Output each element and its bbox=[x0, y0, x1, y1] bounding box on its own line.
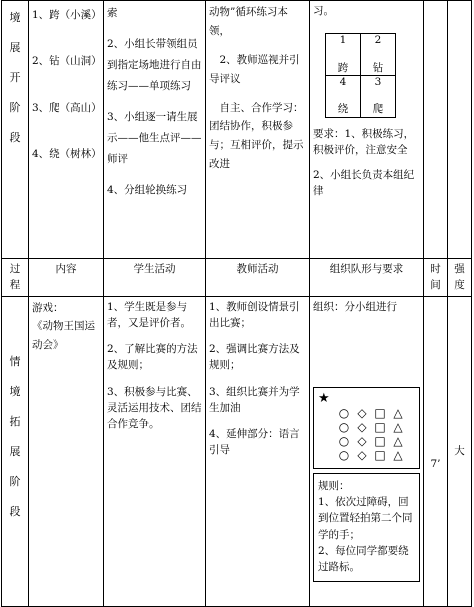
teacher-activity: 3、组织比赛并为学生加油 bbox=[209, 385, 300, 414]
bottom-student-cell bbox=[104, 296, 206, 606]
triangle-icon: △ bbox=[393, 447, 403, 462]
header-intensity: 强度 bbox=[448, 259, 472, 297]
diamond-icon: ◇ bbox=[357, 447, 367, 462]
bottom-intensity-cell bbox=[448, 296, 472, 606]
triangle-icon: △ bbox=[393, 419, 403, 434]
teacher-activity: 自主、合作学习：团结协作，积极参与；互相评价，提示改进 bbox=[209, 101, 304, 171]
header-student: 学生活动 bbox=[104, 259, 206, 297]
stage-char: 境 bbox=[9, 384, 21, 398]
formation-row bbox=[318, 448, 415, 462]
bottom-stage-cell bbox=[2, 296, 29, 606]
top-content-cell bbox=[29, 1, 104, 259]
diamond-icon: ◇ bbox=[357, 405, 367, 420]
top-row bbox=[2, 1, 472, 259]
top-student-cell bbox=[104, 1, 206, 259]
triangle-icon: △ bbox=[393, 405, 403, 420]
header-organization: 组织队形与要求 bbox=[310, 259, 424, 297]
requirement: 2、小组长负责本组纪律 bbox=[313, 168, 415, 197]
header-time: 时间 bbox=[424, 259, 448, 297]
formation-rows bbox=[318, 406, 415, 462]
top-organization-cell bbox=[310, 1, 424, 259]
time-value: 7’ bbox=[430, 457, 441, 470]
teacher-activity: 2、强调比赛方法及规则； bbox=[209, 343, 300, 372]
teacher-activity: 1、教师创设情景引出比赛； bbox=[209, 300, 300, 329]
top-stage-cell bbox=[2, 1, 29, 259]
formation-row bbox=[318, 434, 415, 448]
station-cell: 4 绕 bbox=[326, 76, 361, 118]
header-teacher: 教师活动 bbox=[206, 259, 310, 297]
game-title: 《动物王国运动会》 bbox=[32, 320, 95, 352]
rules-box bbox=[313, 473, 420, 583]
content-item: 4、绕（树林） bbox=[32, 147, 102, 160]
station-cell: 1 跨 bbox=[326, 34, 361, 76]
organization-intro: 习。 bbox=[313, 5, 334, 17]
student-activity: 索 bbox=[107, 7, 118, 19]
bottom-time-cell bbox=[424, 296, 448, 606]
student-activity: 1、学生既是参与者，又是评价者。 bbox=[107, 300, 191, 329]
student-activity: 2、了解比赛的方法及规则； bbox=[107, 343, 198, 372]
bottom-teacher-cell bbox=[206, 296, 310, 606]
stage-char: 展 bbox=[9, 444, 21, 458]
triangle-icon: △ bbox=[393, 433, 403, 448]
circle-icon: ○ bbox=[338, 419, 350, 434]
teacher-activity: 动物”循环练习本领， bbox=[209, 6, 288, 37]
lesson-plan-table bbox=[1, 0, 472, 607]
rule-item: 1、依次过障碍，回到位置轻拍第二个同学的手； bbox=[318, 496, 413, 541]
student-activity: 3、小组逐一请生展示——他生点评——师评 bbox=[107, 111, 202, 165]
diamond-icon: ◇ bbox=[357, 433, 367, 448]
bottom-content-cell bbox=[29, 296, 104, 606]
stage-char: 开 bbox=[9, 71, 21, 84]
content-item: 1、跨（小溪） bbox=[32, 9, 102, 21]
top-teacher-cell bbox=[206, 1, 310, 259]
station-cell: 3 爬 bbox=[361, 76, 396, 118]
station-grid bbox=[325, 33, 396, 118]
top-intensity-cell bbox=[448, 1, 472, 259]
teacher-activity: 2、教师巡视并引导评议 bbox=[209, 53, 300, 85]
square-icon: □ bbox=[374, 447, 386, 462]
content-item: 3、爬（高山） bbox=[32, 101, 102, 114]
organization-intro: 组织：分小组进行 bbox=[313, 300, 397, 313]
stage-char: 段 bbox=[9, 131, 21, 144]
stage-char: 段 bbox=[9, 504, 21, 518]
intensity-value: 大 bbox=[454, 444, 465, 457]
teacher-activity: 4、延伸部分：语言引导 bbox=[209, 428, 300, 457]
diamond-icon: ◇ bbox=[357, 419, 367, 434]
formation-diagram bbox=[313, 387, 420, 469]
rule-item: 2、每位同学都要绕过路标。 bbox=[318, 544, 409, 574]
star-icon: ★ bbox=[318, 390, 330, 406]
rules-title: 规则： bbox=[318, 479, 350, 492]
student-activity: 2、小组长带领组员到指定场地进行自由练习——单项练习 bbox=[107, 38, 202, 92]
stage-char: 阶 bbox=[9, 474, 21, 488]
content-item: 2、钻（山洞） bbox=[32, 55, 102, 68]
bottom-row bbox=[2, 296, 472, 606]
circle-icon: ○ bbox=[338, 447, 350, 462]
header-content: 内容 bbox=[29, 259, 104, 297]
stage-char: 境 bbox=[9, 11, 21, 24]
station-cell: 2 钻 bbox=[361, 34, 396, 76]
square-icon: □ bbox=[374, 419, 386, 434]
requirement: 要求：1、积极练习，积极评价，注意安全 bbox=[313, 128, 415, 157]
square-icon: □ bbox=[374, 433, 386, 448]
student-activity: 3、积极参与比赛、灵活运用技术、团结合作竞争。 bbox=[107, 385, 202, 431]
formation-row bbox=[318, 420, 415, 434]
stage-char: 阶 bbox=[9, 101, 21, 114]
bottom-organization-cell bbox=[310, 296, 424, 606]
header-process: 过程 bbox=[2, 259, 29, 297]
header-row bbox=[2, 259, 472, 297]
student-activity: 4、分组轮换练习 bbox=[107, 184, 188, 196]
stage-char: 拓 bbox=[9, 414, 21, 428]
circle-icon: ○ bbox=[338, 433, 350, 448]
stage-char: 展 bbox=[9, 41, 21, 54]
formation-row bbox=[318, 406, 415, 420]
game-label: 游戏： bbox=[32, 301, 64, 314]
stage-char: 情 bbox=[9, 354, 21, 368]
square-icon: □ bbox=[374, 405, 386, 420]
circle-icon: ○ bbox=[338, 405, 350, 420]
top-time-cell bbox=[424, 1, 448, 259]
